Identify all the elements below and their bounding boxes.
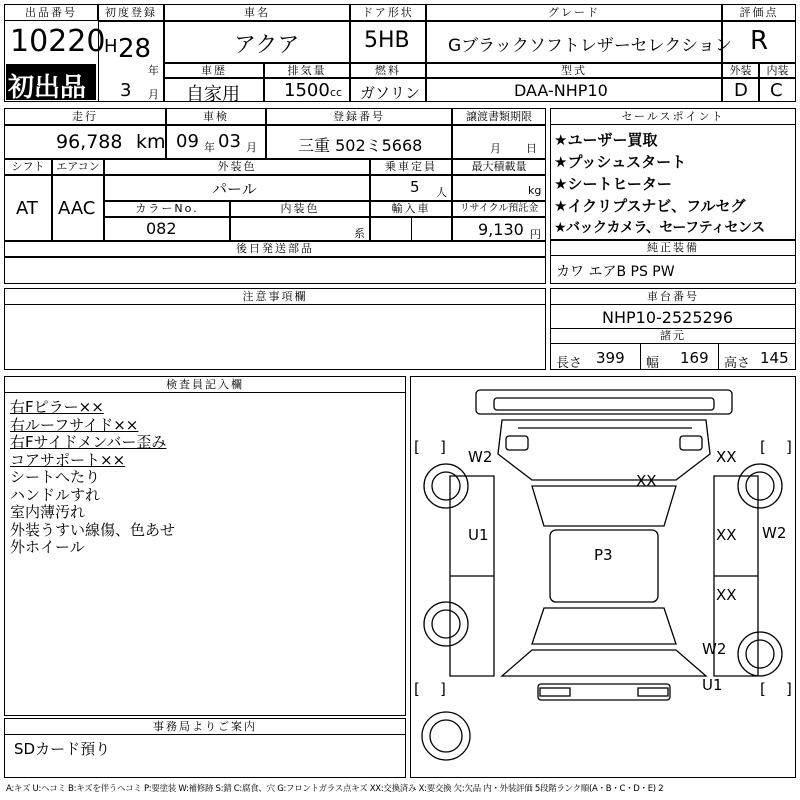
displacement-value: 1500 bbox=[284, 80, 330, 101]
inspector-line: 右Fピラー×× bbox=[10, 398, 104, 416]
color-no-label: カラーNo. bbox=[104, 201, 230, 217]
reg-month-unit: 月 bbox=[148, 88, 159, 101]
displacement-unit: cc bbox=[330, 86, 343, 99]
recycle-label: リサイクル預託金 bbox=[452, 201, 546, 217]
chassis-value: NHP10-2525296 bbox=[602, 308, 734, 327]
load-label: 最大積載量 bbox=[452, 159, 546, 175]
mark-xx-hood: XX bbox=[636, 472, 657, 490]
capacity-unit: 人 bbox=[436, 186, 447, 199]
bracket-fr-open: [ bbox=[760, 438, 766, 456]
bracket-rl-close: ] bbox=[440, 680, 446, 698]
car-diagram bbox=[410, 376, 796, 778]
later-parts-label: 後日発送部品 bbox=[4, 241, 546, 257]
aircon-label: エアコン bbox=[52, 159, 104, 175]
inspector-line: 右ルーフサイド×× bbox=[10, 415, 139, 434]
interior-label: 内装 bbox=[759, 63, 796, 78]
bracket-rr-close: ] bbox=[786, 680, 792, 698]
car-name: アクア bbox=[234, 33, 300, 58]
bracket-fl-close: ] bbox=[440, 438, 446, 456]
sales-point-item: ★ユーザー買取 bbox=[554, 131, 658, 149]
hood-shape bbox=[498, 420, 710, 480]
mark-w2-front-left: W2 bbox=[468, 448, 493, 466]
interior-value: C bbox=[770, 80, 783, 101]
office-label: 事務局よりご案内 bbox=[4, 718, 406, 735]
reg-month: 3 bbox=[120, 80, 132, 101]
wheel-rear-right bbox=[738, 632, 782, 676]
office-value: SDカード預り bbox=[14, 740, 111, 758]
width-value: 169 bbox=[680, 349, 709, 367]
door-value: 5HB bbox=[364, 28, 410, 53]
dim-divider bbox=[640, 344, 641, 370]
mileage-value: 96,788 bbox=[56, 131, 123, 153]
length-label: 長さ bbox=[556, 356, 583, 371]
inspection-year: 09 bbox=[176, 131, 199, 152]
inspector-line: コアサポート×× bbox=[10, 450, 126, 469]
reg-era: H bbox=[104, 36, 118, 57]
spare-wheel bbox=[422, 712, 470, 760]
inspection-month: 03 bbox=[218, 131, 241, 152]
wheel-front-left bbox=[424, 464, 468, 508]
reg-label: 初度登録 bbox=[98, 4, 164, 21]
mark-xx-front-right: XX bbox=[716, 448, 737, 466]
history-value: 自家用 bbox=[186, 84, 240, 105]
sales-points-label: セールスポイント bbox=[550, 108, 796, 125]
legend-text: A:キズ U:ヘコミ B:キズを伴うヘコミ P:要塗装 W:補修跡 S:錆 C:腐食、穴 G:フロントガラス点キズ XX:交換済み X:要交換 欠:欠品 内・外装評価 5段階ランク順(A・B・C・D・E) 2 bbox=[6, 784, 664, 794]
inspection-label: 車検 bbox=[166, 108, 266, 125]
shift-label: シフト bbox=[4, 159, 52, 175]
fuel-value: ガソリン bbox=[360, 84, 421, 102]
wheel-front-right bbox=[738, 464, 782, 508]
height-value: 145 bbox=[760, 349, 789, 367]
dim-divider bbox=[718, 344, 719, 370]
lot-value: 10220 bbox=[10, 24, 106, 59]
wheel-rear-left bbox=[424, 602, 468, 646]
car-name-label: 車名 bbox=[164, 4, 350, 21]
inspector-line: 外装うすい線傷、色あせ bbox=[10, 520, 176, 539]
chassis-label: 車台番号 bbox=[550, 288, 796, 305]
dimensions-label: 諸元 bbox=[550, 328, 796, 344]
rear-window-shape bbox=[532, 608, 676, 644]
plate-value: 三重 502ミ5668 bbox=[298, 136, 423, 155]
notes-label: 注意事項欄 bbox=[4, 288, 546, 305]
inspector-line: シートへたり bbox=[10, 468, 101, 486]
sales-point-item: ★シートヒーター bbox=[554, 175, 672, 193]
height-label: 高さ bbox=[724, 356, 751, 371]
model-value: DAA-NHP10 bbox=[514, 81, 608, 100]
import-label: 輸入車 bbox=[370, 201, 452, 217]
fuel-label: 燃料 bbox=[350, 63, 426, 78]
bracket-rl-open: [ bbox=[414, 680, 420, 698]
inspector-line: 室内薄汚れ bbox=[10, 503, 86, 521]
lot-label: 出品番号 bbox=[4, 4, 98, 21]
transfer-month-unit: 月 bbox=[490, 142, 501, 155]
front-bumper-inner bbox=[494, 398, 714, 410]
inspector-line: 右Fサイドメンバー歪み bbox=[10, 433, 167, 451]
history-label: 車歴 bbox=[164, 63, 264, 78]
interior-color-unit: 系 bbox=[354, 227, 365, 240]
exterior-color-value: パール bbox=[212, 180, 257, 198]
equipment-value: カワ エアB PS PW bbox=[556, 264, 675, 280]
bracket-fr-close: ] bbox=[786, 438, 792, 456]
capacity-value: 5 bbox=[410, 178, 420, 196]
score-label: 評価点 bbox=[722, 4, 796, 21]
score-value: R bbox=[750, 26, 769, 56]
reg-year: 28 bbox=[118, 34, 152, 64]
mileage-unit: km bbox=[136, 131, 166, 153]
exterior-color-label: 外装色 bbox=[104, 159, 370, 175]
import-divider bbox=[411, 217, 412, 241]
color-no-value: 082 bbox=[146, 219, 177, 238]
recycle-value: 9,130 bbox=[478, 220, 524, 239]
bracket-fl-open: [ bbox=[414, 438, 420, 456]
model-label: 型式 bbox=[426, 63, 722, 78]
sales-point-item: ★プッシュスタート bbox=[554, 153, 687, 171]
sales-point-item: ★イクリプスナビ、フルセグ bbox=[554, 197, 746, 215]
inspection-year-unit: 年 bbox=[204, 141, 215, 154]
windshield-shape bbox=[532, 486, 676, 526]
aircon-value: AAC bbox=[58, 198, 96, 219]
mark-u1-rear: U1 bbox=[702, 676, 723, 694]
capacity-label: 乗車定員 bbox=[370, 159, 452, 175]
rear-bumper-shape bbox=[538, 684, 670, 700]
equipment-label: 純正装備 bbox=[550, 240, 796, 256]
mileage-label: 走行 bbox=[4, 108, 166, 125]
recycle-unit: 円 bbox=[530, 228, 541, 241]
first-listing-text: 初出品 bbox=[8, 73, 87, 103]
mark-p3-roof: P3 bbox=[594, 546, 613, 564]
plate-label: 登録番号 bbox=[266, 108, 452, 125]
trunk-shape bbox=[502, 650, 706, 676]
transfer-label: 譲渡書類期限 bbox=[452, 108, 546, 125]
sales-point-item: ★バックカメラ、セーフティセンス bbox=[554, 220, 765, 236]
mark-u1-left: U1 bbox=[468, 526, 489, 544]
mark-xx-right2: XX bbox=[716, 586, 737, 604]
width-label: 幅 bbox=[646, 356, 660, 371]
shift-value: AT bbox=[16, 198, 38, 219]
bracket-rr-open: [ bbox=[760, 680, 766, 698]
exterior-label: 外装 bbox=[722, 63, 759, 78]
displacement-label: 排気量 bbox=[264, 63, 350, 78]
grade-label: グレード bbox=[426, 4, 722, 21]
inspector-line: 外ホイール bbox=[10, 538, 85, 556]
door-label: ドア形状 bbox=[350, 4, 426, 21]
interior-color-label: 内装色 bbox=[230, 201, 370, 217]
length-value: 399 bbox=[596, 349, 625, 367]
exterior-value: D bbox=[734, 80, 748, 101]
transfer-day-unit: 日 bbox=[526, 142, 537, 155]
mark-xx-right1: XX bbox=[716, 526, 737, 544]
inspection-month-unit: 月 bbox=[246, 141, 257, 154]
mark-w2-rear-right: W2 bbox=[702, 640, 727, 658]
grade-value: Gブラックソフトレザーセレクション bbox=[448, 36, 732, 56]
inspector-label: 検査員記入欄 bbox=[4, 376, 406, 393]
inspector-line: ハンドルすれ bbox=[10, 485, 101, 504]
roof-shape bbox=[550, 530, 658, 602]
reg-year-unit: 年 bbox=[148, 64, 159, 77]
mark-w2-right: W2 bbox=[762, 524, 787, 542]
later-parts-cell bbox=[4, 257, 546, 284]
interior-color-cell bbox=[230, 217, 370, 241]
load-unit: kg bbox=[528, 184, 542, 197]
